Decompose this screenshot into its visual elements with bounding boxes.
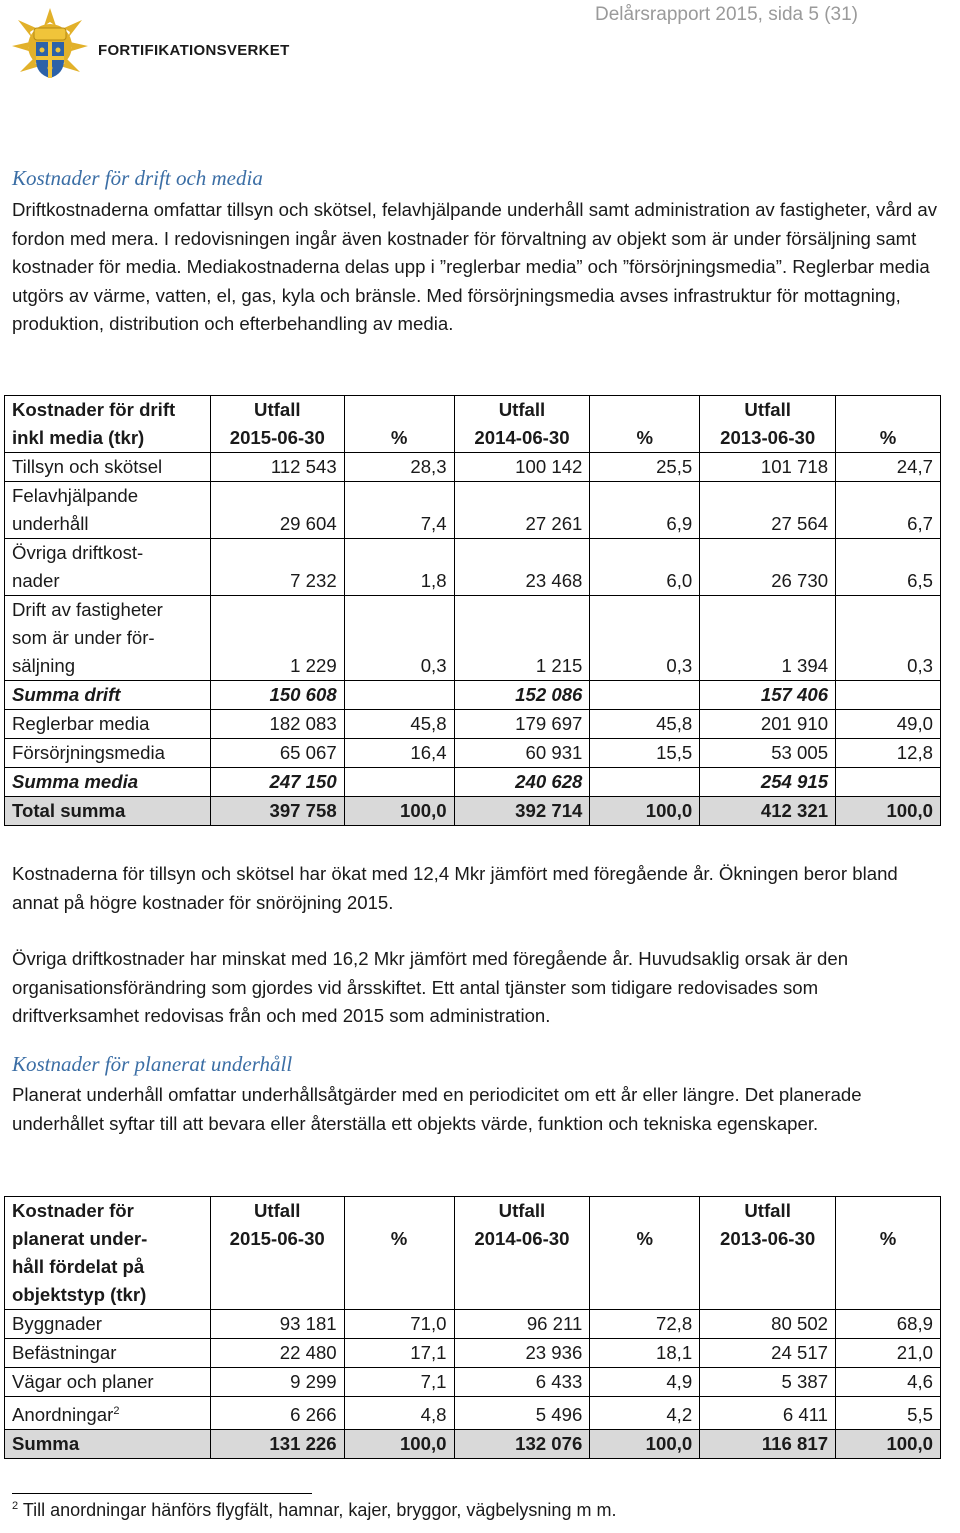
fortifikationsverket-logo (10, 6, 290, 84)
row-label: Summa (5, 1430, 211, 1459)
table-row-subtotal: Summa media 247 150 240 628 254 915 (5, 768, 941, 797)
table-row-subtotal: Summa drift 150 608 152 086 157 406 (5, 681, 941, 710)
row-label: Anordningar$^2$ (5, 1397, 211, 1430)
header-utfall-2013: Utfall 2013-06-30 (700, 396, 836, 453)
header-pct: % (590, 396, 700, 453)
table-row-total: Summa 131 226 100,0 132 076 100,0 116 817 100,0 (5, 1430, 941, 1459)
header-label-cell: Kostnader för drift inkl media (tkr) (5, 396, 211, 453)
row-label: Försörjningsmedia (5, 739, 211, 768)
table-row: Vägar och planer 9 299 7,1 6 433 4,9 5 387 4,6 (5, 1368, 941, 1397)
header-label-cell: Kostnader för planerat under- håll fördelat på objektstyp (tkr) (5, 1197, 211, 1310)
table-row: Befästningar 22 480 17,1 23 936 18,1 24 517 21,0 (5, 1339, 941, 1368)
row-label: Övriga driftkost- nader (5, 539, 211, 596)
row-label: Tillsyn och skötsel (5, 453, 211, 482)
header-utfall-2014: Utfall 2014-06-30 (454, 1197, 590, 1310)
table-row-total: Total summa 397 758 100,0 392 714 100,0 412 321 100,0 (5, 797, 941, 826)
header-utfall-2014: Utfall 2014-06-30 (454, 396, 590, 453)
header-utfall-2015: Utfall 2015-06-30 (210, 1197, 344, 1310)
section-heading-planerat-underhall: Kostnader för planerat underhåll (12, 1052, 293, 1076)
section-heading-drift-media: Kostnader för drift och media (12, 166, 263, 190)
header-pct: % (344, 1197, 454, 1310)
table-row: Reglerbar media 182 083 45,8 179 697 45,8 201 910 49,0 (5, 710, 941, 739)
row-label: Vägar och planer (5, 1368, 211, 1397)
header-pct: % (836, 396, 941, 453)
table-drift-media (4, 395, 941, 826)
table-row: Drift av fastigheter som är under för- säljning 1 229 0,3 1 215 0,3 1 394 0,3 (5, 596, 941, 681)
page-label: Delårsrapport 2015, sida 5 (31) (595, 4, 858, 25)
intro-paragraph-drift: Driftkostnaderna omfattar tillsyn och skötsel, felavhjälpande underhåll samt administration av fastigheter, vård av fordon med mera. I redovisningen ingår även kostnader för förvaltning av objekt som är under försäljning samt kostnader för media. Mediakostnaderna delas upp i ”reglerbar media” och ”försörjningsmedia”. Reglerbar media utgörs av värme, vatten, el, gas, kyla och bränsle. Med försörjningsmedia avses infrastruktur för mottagning, produktion, distribution och efterbehandling av media. (12, 199, 937, 334)
header-pct: % (590, 1197, 700, 1310)
row-label: Summa media (5, 768, 211, 797)
header-pct: % (836, 1197, 941, 1310)
row-label: Drift av fastigheter som är under för- säljning (5, 596, 211, 681)
table-row: Försörjningsmedia 65 067 16,4 60 931 15,5 53 005 12,8 (5, 739, 941, 768)
table-header-row (5, 1197, 941, 1310)
paragraph-ovriga: Övriga driftkostnader har minskat med 16,2 Mkr jämfört med föregående år. Huvudsaklig orsak är den organisationsförändring som gjordes vid årsskiftet. Ett antal tjänster som tidigare redovisades som driftverksamhet redovisas från och med 2015 som administration. (12, 948, 849, 1026)
table-row: Övriga driftkost- nader 7 232 1,8 23 468 6,0 26 730 6,5 (5, 539, 941, 596)
row-label: Byggnader (5, 1310, 211, 1339)
table-row: Byggnader 93 181 71,0 96 211 72,8 80 502 68,9 (5, 1310, 941, 1339)
table-row: Felavhjälpande underhåll 29 604 7,4 27 261 6,9 27 564 6,7 (5, 482, 941, 539)
row-label: Reglerbar media (5, 710, 211, 739)
paragraph-tillsyn: Kostnaderna för tillsyn och skötsel har ökat med 12,4 Mkr jämfört med föregående år. Ökningen beror bland annat på högre kostnader för snöröjning 2015. (12, 863, 898, 913)
table-header-row (5, 396, 941, 453)
intro-paragraph-underhall: Planerat underhåll omfattar underhållsåtgärder med en periodicitet om ett år eller längre. Det planerade underhållet syftar till att bevara eller återställa ett objekts värde, funktion och tekniska egenskaper. (12, 1084, 862, 1134)
row-label: Befästningar (5, 1339, 211, 1368)
header-pct: % (344, 396, 454, 453)
footnote (12, 1500, 616, 1521)
table-row: Tillsyn och skötsel 112 543 28,3 100 142 25,5 101 718 24,7 (5, 453, 941, 482)
logo-text: FORTIFIKATIONSVERKET (98, 42, 290, 59)
table-planerat-underhall (4, 1196, 941, 1459)
crown-emblem-icon (10, 6, 90, 84)
row-label: Total summa (5, 797, 211, 826)
footnote-marker: 2 (113, 1405, 120, 1417)
header-utfall-2015: Utfall 2015-06-30 (210, 396, 344, 453)
footnote-number: 2 (12, 1500, 19, 1512)
row-label: Summa drift (5, 681, 211, 710)
row-label: Felavhjälpande underhåll (5, 482, 211, 539)
header-utfall-2013: Utfall 2013-06-30 (700, 1197, 836, 1310)
table-row: Anordningar$^2$ 6 266 4,8 5 496 4,2 6 411 5,5 (5, 1397, 941, 1430)
footnote-divider (12, 1493, 312, 1494)
footnote-text: Till anordningar hänförs flygfält, hamnar, kajer, bryggor, vägbelysning m m. (22, 1500, 617, 1520)
